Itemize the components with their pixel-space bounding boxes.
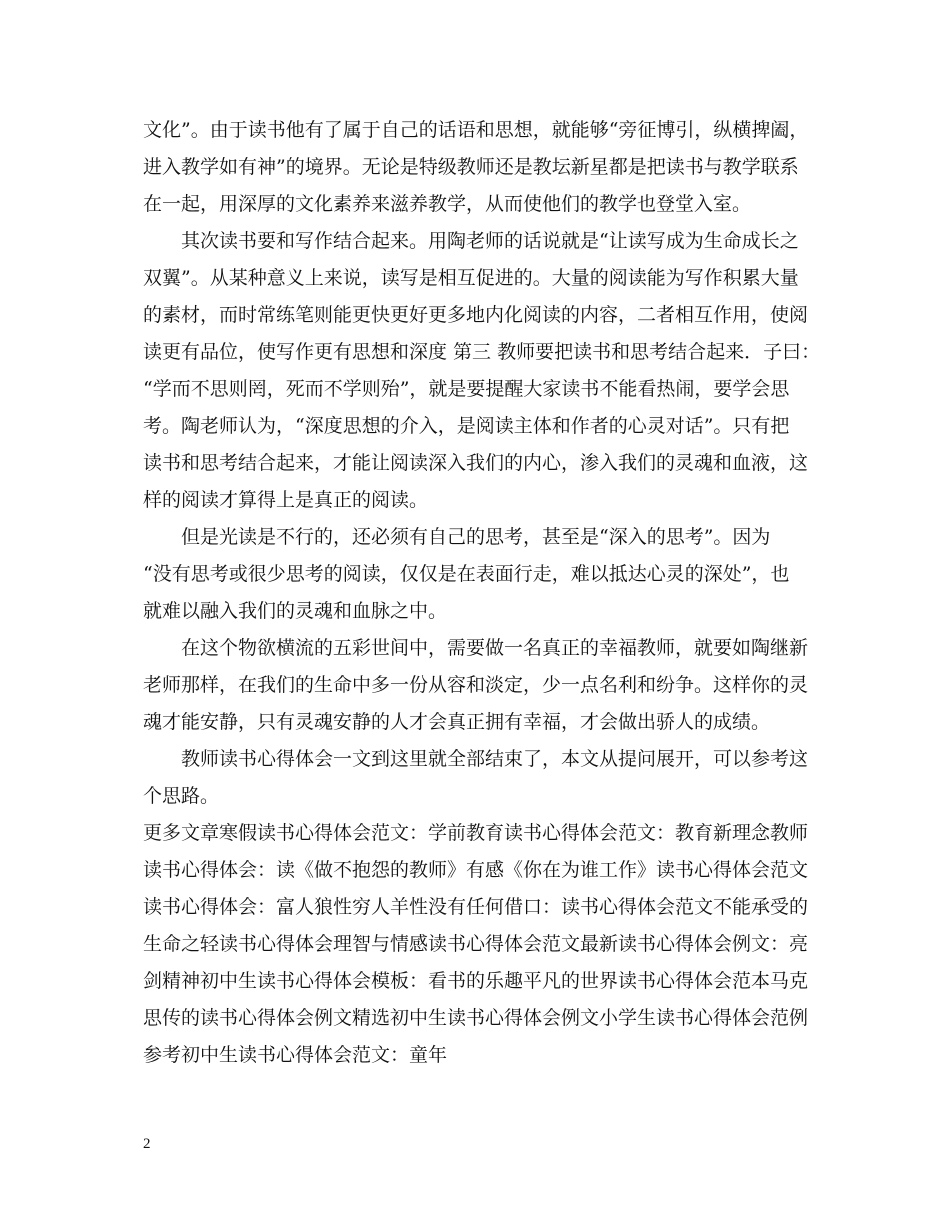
text-line: 剑精神初中生读书心得体会模板：看书的乐趣平凡的世界读书心得体会范本马克	[143, 970, 809, 992]
text-line: 读书心得体会：富人狼性穷人羊性没有任何借口：读书心得体会范文不能承受的	[143, 896, 809, 918]
text-line: 双翼”。从某种意义上来说，读写是相互促进的。大量的阅读能为写作积累大量	[143, 267, 799, 289]
text-line: 个思路。	[143, 785, 220, 807]
text-line: 更多文章寒假读书心得体会范文：学前教育读书心得体会范文：教育新理念教师	[143, 822, 809, 844]
text-line: 生命之轻读书心得体会理智与情感读书心得体会范文最新读书心得体会例文：亮	[143, 933, 809, 955]
text-line: 文化”。由于读书他有了属于自己的话语和思想，就能够“旁征博引，纵横捭阖，	[143, 119, 809, 141]
text-line: 的素材，而时常练笔则能更快更好更多地内化阅读的内容，二者相互作用，使阅	[143, 304, 809, 326]
text-line: 读书心得体会：读《做不抱怨的教师》有感《你在为谁工作》读书心得体会范文	[143, 859, 809, 881]
text-line: 进入教学如有神”的境界。无论是特级教师还是教坛新星都是把读书与教学联系	[143, 156, 799, 178]
paragraph-first-line: 教师读书心得体会一文到这里就全部结束了，本文从提问展开，可以参考这	[181, 748, 809, 770]
text-line: 思传的读书心得体会例文精选初中生读书心得体会例文小学生读书心得体会范例	[143, 1007, 809, 1029]
text-line: 魂才能安静，只有灵魂安静的人才会真正拥有幸福，才会做出骄人的成绩。	[143, 711, 771, 733]
text-line: 参考初中生读书心得体会范文：童年	[143, 1044, 448, 1066]
text-line: “学而不思则罔，死而不学则殆”，就是要提醒大家读书不能看热闹，要学会思	[143, 378, 790, 400]
text-line: 就难以融入我们的灵魂和血脉之中。	[143, 600, 448, 622]
text-line: 在一起，用深厚的文化素养来滋养教学，从而使他们的教学也登堂入室。	[143, 193, 752, 215]
paragraph-first-line: 其次读书要和写作结合起来。用陶老师的话说就是“让读写成为生命成长之	[181, 230, 799, 252]
paragraph-first-line: 但是光读是不行的，还必须有自己的思考，甚至是“深入的思考”。因为	[181, 526, 771, 548]
text-line: 老师那样，在我们的生命中多一份从容和淡定，少一点名利和纷争。这样你的灵	[143, 674, 809, 696]
text-line: 读书和思考结合起来，才能让阅读深入我们的内心，渗入我们的灵魂和血液，这	[143, 452, 809, 474]
text-line: “没有思考或很少思考的阅读，仅仅是在表面行走，难以抵达心灵的深处”，也	[143, 563, 790, 585]
text-line: 样的阅读才算得上是真正的阅读。	[143, 489, 429, 511]
paragraph-first-line: 在这个物欲横流的五彩世间中，需要做一名真正的幸福教师，就要如陶继新	[181, 637, 809, 659]
page-number: 2	[143, 1136, 151, 1152]
text-line: 读更有品位，使写作更有思想和深度 第三 教师要把读书和思考结合起来．子曰：	[143, 341, 821, 363]
text-line: 考。陶老师认为，“深度思想的介入，是阅读主体和作者的心灵对话”。只有把	[143, 415, 790, 437]
